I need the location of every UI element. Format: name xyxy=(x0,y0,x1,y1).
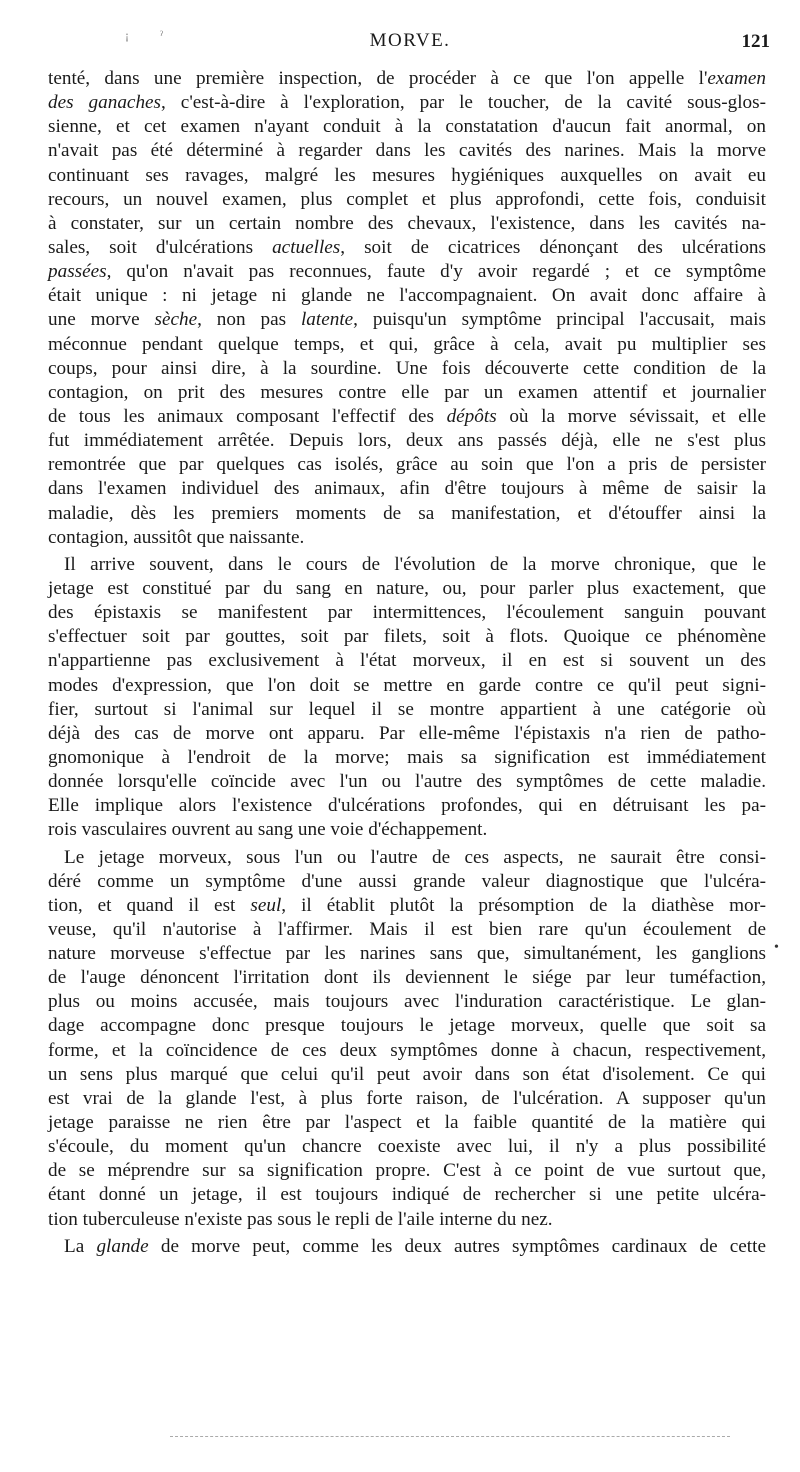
text-line xyxy=(48,1159,766,1183)
text-run: un sens plus marqué que celui qu'il peut avoir dans son état d'isolement. Ce qui xyxy=(48,1063,766,1085)
text-line xyxy=(48,794,766,818)
text-line xyxy=(48,894,766,918)
italic-text: dépôts xyxy=(446,405,497,427)
italic-text: latente xyxy=(300,309,354,331)
text-run: s'écoule, du moment qu'un chancre coexiste avec lui, il n'y a plus possibilité xyxy=(48,1136,766,1158)
text-line xyxy=(48,1063,766,1087)
text-run: tion tuberculeuse n'existe pas sous le repli de l'aile interne du nez. xyxy=(48,1208,553,1230)
text-run: une morve xyxy=(48,309,155,331)
text-line xyxy=(48,477,766,501)
text-line xyxy=(48,818,766,842)
text-line xyxy=(48,966,766,990)
text-run: sienne, et cet examen n'ayant conduit à la constatation d'aucun fait anormal, on xyxy=(48,116,766,138)
text-run: déjà des cas de morve ont apparu. Par elle-même l'épistaxis n'a rien de patho- xyxy=(48,722,766,744)
text-line xyxy=(48,770,766,794)
text-run: jetage paraisse ne rien être par l'aspect et la faible quantité de la matière qui xyxy=(48,1112,766,1134)
text-run: maladie, dès les premiers moments de sa manifestation, et d'étouffer ainsi la xyxy=(48,502,766,524)
text-run: de se méprendre sur sa signification propre. C'est à ce point de vue surtout que, xyxy=(48,1160,766,1182)
text-run: forme, et la coïncidence de ces deux symptômes donne à chacun, respectivement, xyxy=(48,1039,766,1061)
text-run: fut immédiatement arrêtée. Depuis lors, deux ans passés déjà, elle ne s'est plus xyxy=(48,430,766,452)
text-line xyxy=(48,333,766,357)
italic-text: seul xyxy=(250,894,282,916)
text-run: La xyxy=(64,1235,97,1257)
text-line xyxy=(48,1208,766,1232)
text-run: Le jetage morveux, sous l'un ou l'autre de ces aspects, ne saurait être consi- xyxy=(64,846,766,868)
text-run: rois vasculaires ouvrent au sang une voie d'échappement. xyxy=(48,819,488,841)
text-run: gnomonique à l'endroit de la morve; mais sa signification est immédiatement xyxy=(48,746,766,768)
text-line xyxy=(48,91,766,115)
text-line xyxy=(48,357,766,381)
text-line xyxy=(48,502,766,526)
italic-text: glande xyxy=(96,1235,149,1257)
text-run: contagion, aussitôt que naissante. xyxy=(48,526,305,548)
text-line xyxy=(48,577,766,601)
text-run: dans l'examen individuel des animaux, afin d'être toujours à même de saisir la xyxy=(48,478,766,500)
italic-text: actuelles xyxy=(272,236,341,258)
text-run: remontrée que par quelques cas isolés, grâce au soin que l'on a pris de persister xyxy=(48,454,766,476)
margin-mark: • xyxy=(774,940,779,955)
text-run: nature morveuse s'effectue par les narines sans que, simultanément, les ganglions xyxy=(48,943,766,965)
text-line xyxy=(48,746,766,770)
text-run: de morve peut, comme les deux autres symptômes cardinaux de cette xyxy=(148,1235,766,1257)
text-line xyxy=(48,1183,766,1207)
text-run: modes d'expression, que l'on doit se mettre en garde contre ce qu'il peut signi- xyxy=(48,674,766,696)
text-run: déré comme un symptôme d'une aussi grande valeur diagnostique que l'ulcéra- xyxy=(48,870,766,892)
text-line xyxy=(48,722,766,746)
text-run: de tous les animaux composant l'effectif des xyxy=(48,405,447,427)
text-run: dage accompagne donc presque toujours le jetage morveux, quelle que soit sa xyxy=(48,1015,766,1037)
paragraph xyxy=(48,846,766,1232)
text-line xyxy=(48,164,766,188)
text-line xyxy=(48,601,766,625)
italic-text: sèche xyxy=(154,309,198,331)
text-run: , qu'on n'avait pas reconnues, faute d'y avoir regardé ; et ce symptôme xyxy=(106,261,766,283)
paragraph xyxy=(48,553,766,843)
text-run: méconnue pendant quelque temps, et qui, grâce à cela, avait pu multiplier ses xyxy=(48,333,766,355)
text-run: continuant ses ravages, malgré les mesures hygiéniques auxquelles on avait eu xyxy=(48,164,766,186)
text-line xyxy=(48,526,766,550)
text-run: sales, soit d'ulcérations xyxy=(48,236,273,258)
text-run: de l'auge dénoncent l'irritation dont ils deviennent le siége par leur tuméfaction, xyxy=(48,967,766,989)
italic-text: examen xyxy=(707,68,766,89)
stray-mark: ¡ xyxy=(125,28,129,42)
body-text xyxy=(48,67,766,1259)
text-run: contagion, on prit des mesures contre elle par un examen attentif et journalier xyxy=(48,381,766,403)
text-line xyxy=(48,1135,766,1159)
text-line xyxy=(48,139,766,163)
text-line xyxy=(48,284,766,308)
text-line xyxy=(48,308,766,332)
text-run: , soit de cicatrices dénonçant des ulcérations xyxy=(340,236,766,258)
text-line xyxy=(48,553,766,577)
text-run: veuse, qu'il n'autorise à l'affirmer. Mais il est bien rare qu'un écoulement de xyxy=(48,918,766,940)
text-line xyxy=(48,67,766,91)
paragraph xyxy=(48,67,766,550)
text-run: est vrai de la glande l'est, à plus forte raison, de l'ulcération. A supposer qu'un xyxy=(48,1087,766,1109)
text-run: n'avait pas été déterminé à regarder dans les cavités des narines. Mais la morve xyxy=(48,140,766,162)
text-run: coups, pour ainsi dire, à la sourdine. Une fois découverte cette condition de la xyxy=(48,357,766,379)
text-line xyxy=(48,236,766,260)
text-run: fier, surtout si l'animal sur lequel il se montre appartient à une catégorie où xyxy=(48,698,766,720)
text-line xyxy=(48,212,766,236)
text-run: Il arrive souvent, dans le cours de l'évolution de la morve chronique, que le xyxy=(64,553,766,575)
text-line xyxy=(48,260,766,284)
text-line xyxy=(48,115,766,139)
text-line xyxy=(48,846,766,870)
text-run: , puisqu'un symptôme principal l'accusait, mais xyxy=(353,309,766,331)
text-line xyxy=(48,942,766,966)
text-run: donnée lorsqu'elle coïncide avec l'un ou l'autre des symptômes de cette maladie. xyxy=(48,771,766,793)
text-run: était unique : ni jetage ni glande ne l'accompagnaient. On avait donc affaire à xyxy=(48,285,766,307)
text-line xyxy=(48,188,766,212)
text-line xyxy=(48,429,766,453)
text-line xyxy=(48,674,766,698)
text-run: où la morve sévissait, et elle xyxy=(496,405,766,427)
text-run: tenté, dans une première inspection, de procéder à ce que l'on appelle l' xyxy=(48,68,708,89)
text-run: , non pas xyxy=(197,309,301,331)
text-run: à constater, sur un certain nombre des chevaux, l'existence, dans les cavités na- xyxy=(48,212,766,234)
text-run: Elle implique alors l'existence d'ulcérations profondes, qui en détruisant les pa- xyxy=(48,795,766,817)
text-line xyxy=(48,381,766,405)
text-run: n'appartienne pas exclusivement à l'état morveux, il en est si souvent un des xyxy=(48,650,766,672)
page-number: 121 xyxy=(741,31,770,52)
footer-rule xyxy=(170,1436,730,1437)
text-run: tion, et quand il est xyxy=(48,894,251,916)
text-run: plus ou moins accusée, mais toujours avec l'induration caractéristique. Le glan- xyxy=(48,991,766,1013)
text-line xyxy=(48,1087,766,1111)
text-run: jetage est constitué par du sang en nature, ou, pour parler plus exactement, que xyxy=(48,577,766,599)
running-header xyxy=(50,28,770,58)
text-line xyxy=(48,625,766,649)
italic-text: passées xyxy=(48,261,107,283)
text-line xyxy=(48,649,766,673)
text-line xyxy=(48,1235,766,1259)
text-line xyxy=(48,870,766,894)
text-run: , il établit plutôt la présomption de la diathèse mor- xyxy=(281,894,766,916)
text-line xyxy=(48,453,766,477)
text-line xyxy=(48,1014,766,1038)
stray-mark: ˀ xyxy=(160,28,163,42)
text-line xyxy=(48,990,766,1014)
text-line xyxy=(48,1039,766,1063)
italic-text: des ganaches xyxy=(48,92,162,114)
text-run: , c'est-à-dire à l'exploration, par le toucher, de la cavité sous-glos- xyxy=(161,92,767,114)
text-run: étant donné un jetage, il est toujours indiqué de rechercher si une petite ulcéra- xyxy=(48,1184,766,1206)
running-title: MORVE. xyxy=(369,30,451,51)
text-line xyxy=(48,698,766,722)
text-line xyxy=(48,1111,766,1135)
text-run: des épistaxis se manifestent par intermittences, l'écoulement sanguin pouvant xyxy=(48,602,766,624)
text-line xyxy=(48,405,766,429)
text-run: s'effectuer soit par gouttes, soit par filets, soit à flots. Quoique ce phénomène xyxy=(48,626,766,648)
text-line xyxy=(48,918,766,942)
text-run: recours, un nouvel examen, plus complet et plus approfondi, cette fois, conduisit xyxy=(48,188,766,210)
paragraph xyxy=(48,1235,766,1259)
